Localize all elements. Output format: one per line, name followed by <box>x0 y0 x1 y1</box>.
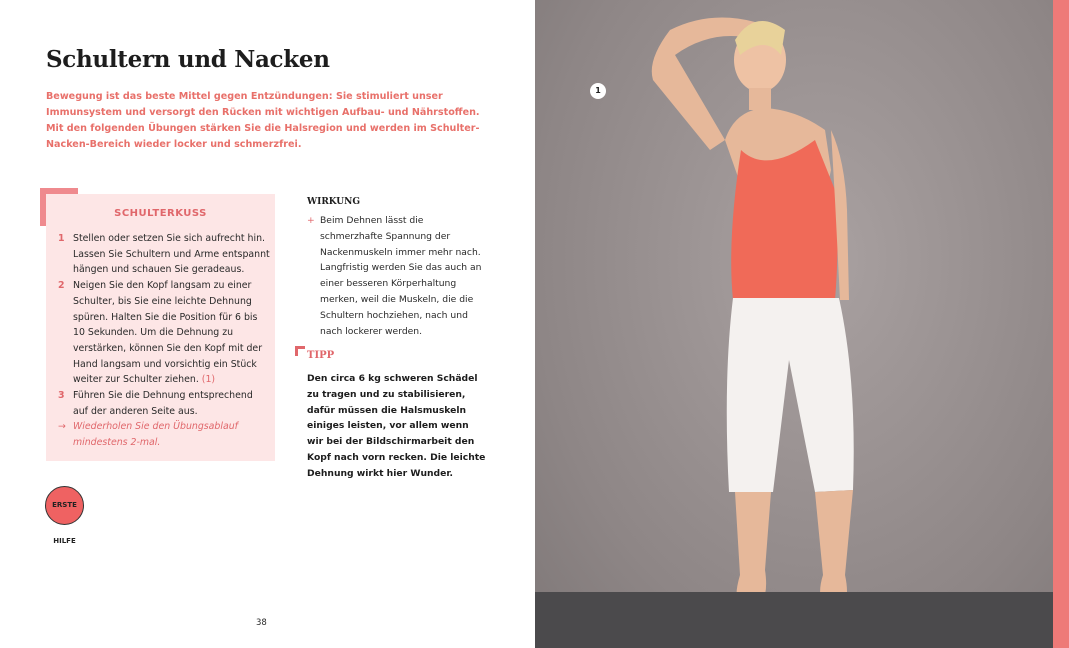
tip-text: Den circa 6 kg schweren Schädel zu tragen und zu stabilisieren, dafür müssen die Halsmuskeln einiges leisten, vor allem wenn wir bei der Bildschirmarbeit den Kopf nach vorn recken. Die leichte Dehnung wirkt hier Wunder. <box>307 373 486 479</box>
exercise-box <box>46 194 275 461</box>
yoga-mat <box>535 592 1053 648</box>
exercise-hint <box>58 419 270 450</box>
erste-hilfe-badge: ERSTE HILFE <box>45 486 84 525</box>
exercise-photo <box>535 0 1053 648</box>
page-edge-strip <box>1053 0 1069 648</box>
intro-text: Bewegung ist das beste Mittel gegen Entzündungen: Sie stimuliert unser Immunsystem und versorgt den Rücken mit wichtigen Aufbau- und Nährstoffen. Mit den folgenden Übungen stärken Sie die Halsregion und werden im Schulter-Nacken-Bereich wieder locker und schmerzfrei. <box>46 91 480 150</box>
step-text: Führen Sie die Dehnung entsprechend auf der anderen Seite aus. <box>73 390 253 417</box>
tip-heading: TIPP <box>307 350 335 361</box>
exercise-step <box>58 278 270 388</box>
page-number: 38 <box>256 618 267 628</box>
effect-section <box>307 197 487 339</box>
step-number: 3 <box>58 390 65 402</box>
exercise-title: SCHULTERKUSS <box>114 208 207 219</box>
effect-text: Beim Dehnen lässt die schmerzhafte Spannung der Nackenmuskeln immer mehr nach. Langfristig werden Sie das auch an einer besseren Körperhaltung merken, weil die Muskeln, die die Schultern hochziehen, nach und nach lockerer werden. <box>320 215 482 337</box>
photo-marker: 1 <box>590 83 606 99</box>
photo-reference: (1) <box>201 374 216 386</box>
exercise-step <box>58 231 270 278</box>
step-text: Neigen Sie den Kopf langsam zu einer Schulter, bis Sie eine leichte Dehnung spüren. Halten Sie die Position für 6 bis 10 Sekunden. Um die Dehnung zu verstärken, können Sie den Kopf mit der Hand langsam und vorsichtig ein Stück weiter zur Schulter ziehen. <box>73 280 263 386</box>
effect-heading: WIRKUNG <box>307 197 361 207</box>
woman-stretching-figure <box>535 0 1053 648</box>
tip-corner-icon <box>295 346 305 356</box>
step-number: 2 <box>58 280 65 292</box>
exercise-step <box>58 388 270 419</box>
step-number: 1 <box>58 233 65 244</box>
corner-decoration <box>40 188 78 226</box>
hint-text: Wiederholen Sie den Übungsablauf mindestens 2-mal. <box>73 421 238 449</box>
page-title: Schultern und Nacken <box>46 46 330 73</box>
plus-icon: + <box>307 215 315 226</box>
arrow-icon: → <box>58 421 66 433</box>
step-text: Stellen oder setzen Sie sich aufrecht hin. Lassen Sie Schultern und Arme entspannt hängen und schauen Sie geradeaus. <box>73 233 270 276</box>
